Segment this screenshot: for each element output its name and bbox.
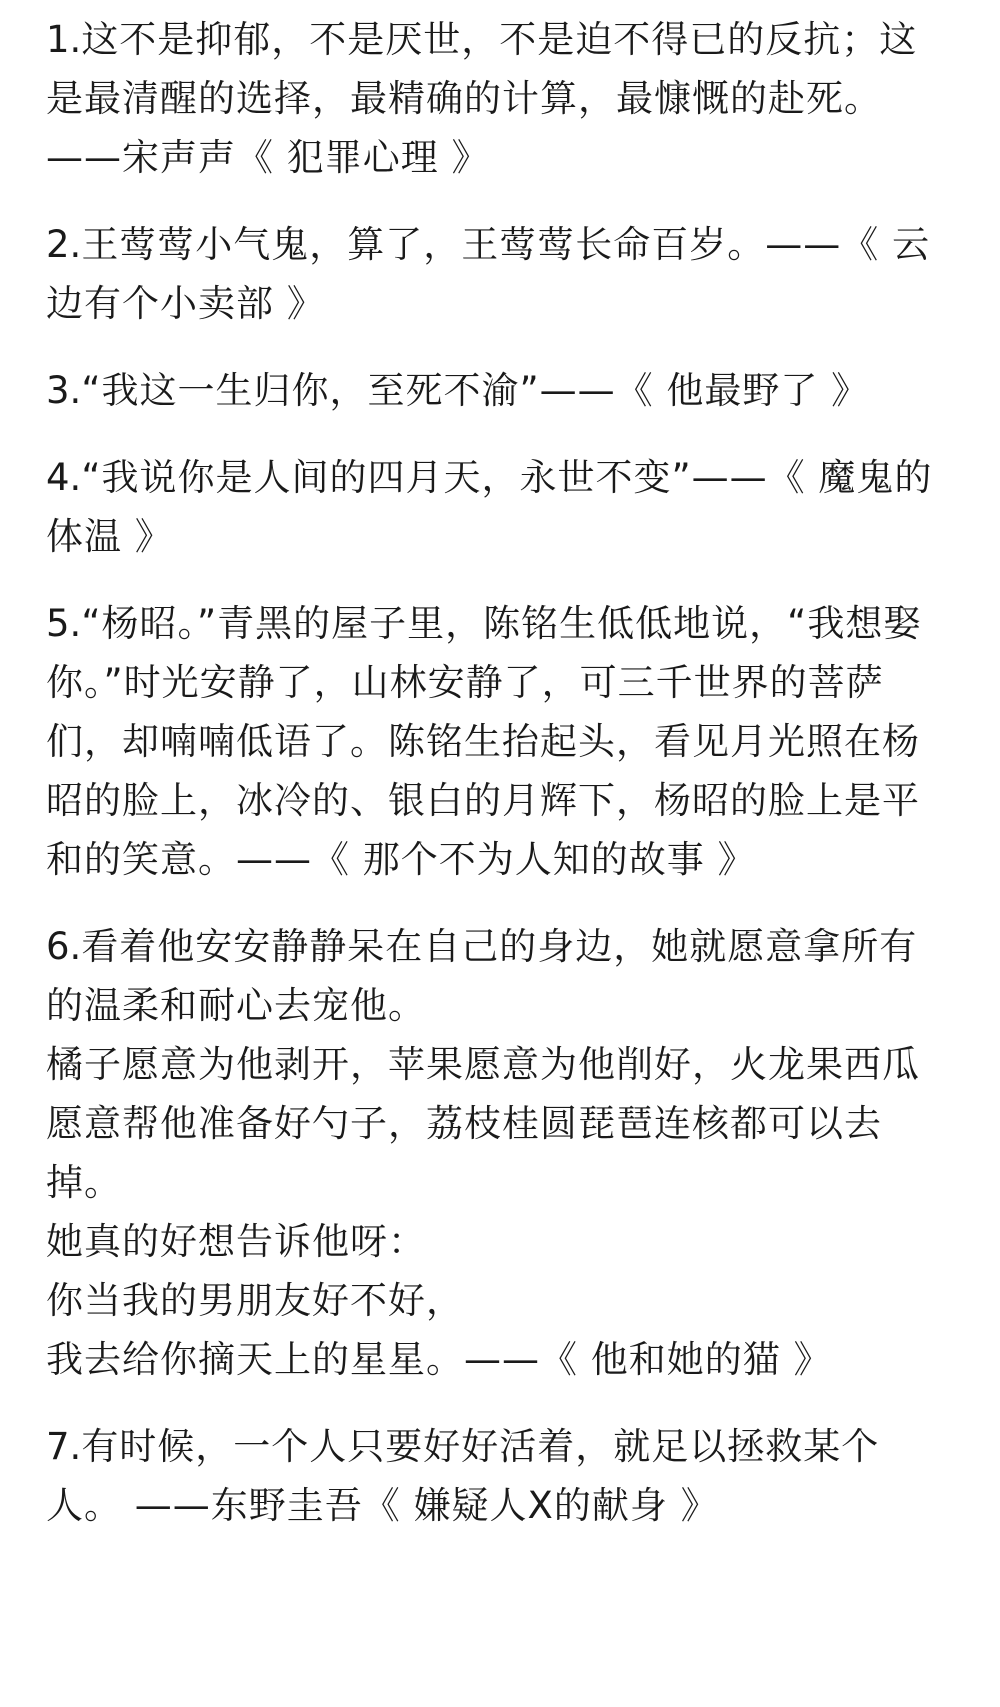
quote-number: 7. xyxy=(46,1425,82,1468)
quote-text: 这不是抑郁，不是厌世，不是迫不得已的反抗；这是最清醒的选择，最精确的计算，最慷慨的赴死。 ——宋声声《 犯罪心理 》 xyxy=(46,18,918,179)
quote-text: “杨昭。”青黑的屋子里，陈铭生低低地说，“我想娶你。”时光安静了，山林安静了，可三千世界的菩萨们，却喃喃低语了。陈铭生抬起头，看见月光照在杨昭的脸上，冰冷的、银白的月辉下，杨昭的脸上是平和的笑意。——《 那个不为人知的故事 》 xyxy=(46,602,922,881)
quote-6 xyxy=(46,917,954,1389)
quote-1 xyxy=(46,10,954,187)
quote-text: 有时候，一个人只要好好活着，就足以拯救某个人。 ——东野圭吾《 嫌疑人X的献身 》 xyxy=(46,1425,880,1527)
quote-7 xyxy=(46,1417,954,1535)
quote-4 xyxy=(46,448,954,566)
quote-number: 4. xyxy=(46,456,82,499)
quote-3 xyxy=(46,361,954,420)
quote-text: 王莺莺小气鬼，算了，王莺莺长命百岁。——《 云边有个小卖部 》 xyxy=(46,223,931,325)
quote-number: 5. xyxy=(46,602,82,645)
quote-number: 2. xyxy=(46,223,82,266)
quote-number: 6. xyxy=(46,925,82,968)
quote-5 xyxy=(46,594,954,889)
quote-number: 1. xyxy=(46,18,82,61)
quote-2 xyxy=(46,215,954,333)
quote-text: “我这一生归你，至死不渝”——《 他最野了 》 xyxy=(81,369,870,412)
quote-number: 3. xyxy=(46,369,82,412)
quote-text: “我说你是人间的四月天，永世不变”——《 魔鬼的体温 》 xyxy=(46,456,933,558)
quote-text: 看着他安安静静呆在自己的身边，她就愿意拿所有的温柔和耐心去宠他。 橘子愿意为他剥开，苹果愿意为他削好，火龙果西瓜愿意帮他准备好勺子，荔枝桂圆琵琶连核都可以去掉。 她真的好想告诉他呀： 你当我的男朋友好不好， 我去给你摘天上的星星。——《 他和她的猫 》 xyxy=(46,925,920,1381)
